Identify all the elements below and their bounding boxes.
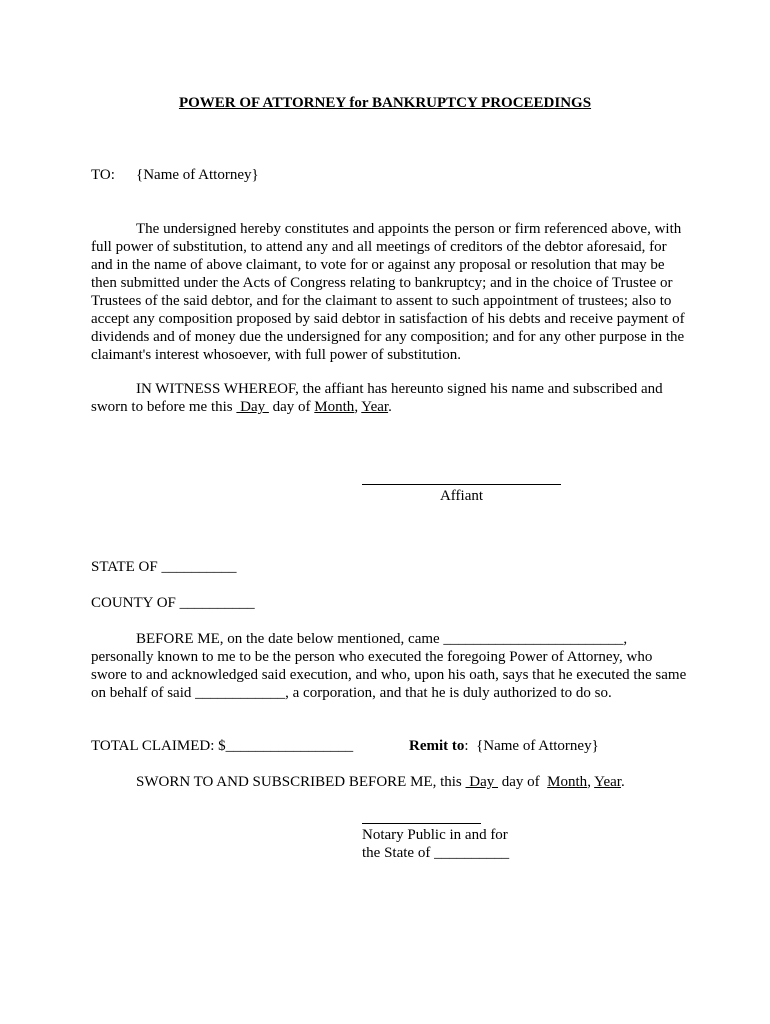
before-me-line-3: swore to and acknowledged said execution, and who, upon his oath, says that he executed the same xyxy=(91,667,687,683)
witness-day: Day xyxy=(236,399,269,415)
sworn-year: Year xyxy=(594,774,621,790)
witness-year: Year xyxy=(361,399,389,415)
remit-to xyxy=(409,737,599,755)
before-me-line-4: on behalf of said ____________, a corporation, and that he is duly authorized to do so. xyxy=(91,685,612,701)
remit-to-colon: : xyxy=(464,738,477,754)
sworn-comma: , xyxy=(587,774,595,790)
witness-prefix: sworn to before me this xyxy=(91,399,237,415)
sworn-mid: day of xyxy=(498,774,548,790)
before-me-line-1: BEFORE ME, on the date below mentioned, came ________________________, xyxy=(136,631,628,647)
total-claimed: TOTAL CLAIMED: $_________________ xyxy=(91,738,354,754)
witness-comma: , xyxy=(354,399,362,415)
sworn-prefix: SWORN TO AND SUBSCRIBED BEFORE ME, this xyxy=(136,774,466,790)
remit-to-name: {Name of Attorney} xyxy=(476,738,599,754)
witness-line-2 xyxy=(91,398,392,416)
sworn-line xyxy=(136,773,625,791)
notary-line-1: Notary Public in and for xyxy=(362,827,508,843)
remit-to-label: Remit to xyxy=(409,738,465,754)
appointment-paragraph: The undersigned hereby constitutes and appoints the person or firm referenced above, with full power of substitution, to attend any and all meetings of creditors of the debtor aforesaid, for and in the name of above claimant, to vote for or against any proposal or resolution that may be then submitted under the Acts of Congress relating to bankruptcy; and in the choice of Trustee or Trustees of the said debtor, and for the claimant to assent to such appointment of trustees; also to accept any composition proposed by said debtor in satisfaction of his debts and receive payment of dividends and of money due the undersigned for any composition; and for any other purpose in the claimant's interest whosoever, with full power of substitution. xyxy=(91,221,685,363)
sworn-day: Day xyxy=(465,774,499,790)
witness-mid: day of xyxy=(268,399,315,415)
attorney-name: {Name of Attorney} xyxy=(136,167,259,183)
witness-end: . xyxy=(388,399,392,415)
county-line: COUNTY OF __________ xyxy=(91,595,255,611)
before-me-line-2: personally known to me to be the person who executed the foregoing Power of Attorney, who xyxy=(91,649,653,665)
notary-signature-line xyxy=(362,823,481,824)
witness-month: Month xyxy=(314,399,355,415)
sworn-month: Month xyxy=(547,774,588,790)
witness-line-1: IN WITNESS WHEREOF, the affiant has hereunto signed his name and subscribed and xyxy=(136,381,663,397)
affiant-signature-line xyxy=(362,484,561,485)
sworn-end: . xyxy=(620,774,625,790)
document-title: POWER OF ATTORNEY for BANKRUPTCY PROCEEDINGS xyxy=(178,95,592,111)
affiant-label: Affiant xyxy=(439,488,484,504)
notary-line-2: the State of __________ xyxy=(362,845,510,861)
to-label: TO: xyxy=(91,167,115,183)
state-line: STATE OF __________ xyxy=(91,559,237,575)
